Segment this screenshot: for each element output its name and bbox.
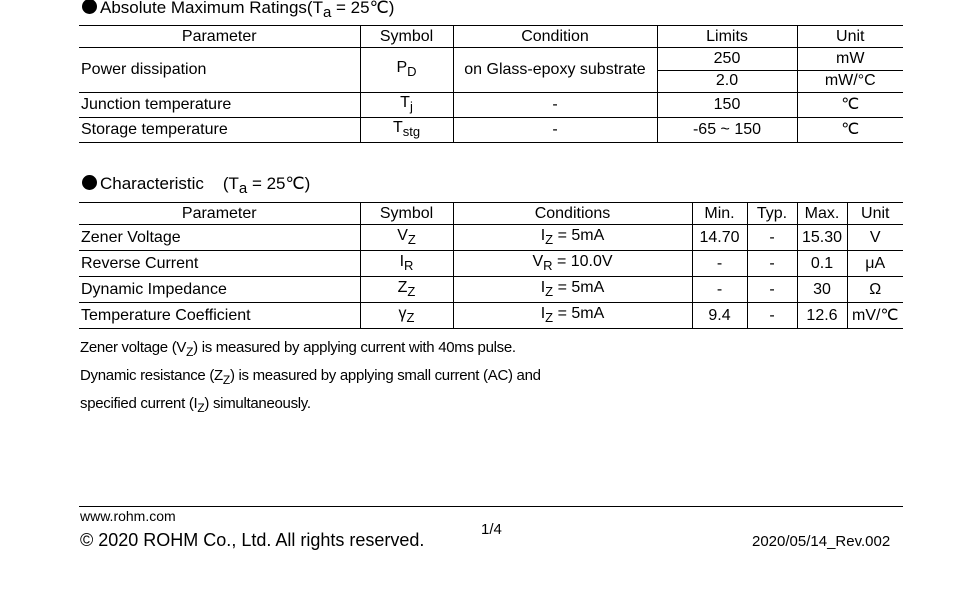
footer-url[interactable]: www.rohm.com — [80, 508, 176, 524]
symbol-sub: Z — [407, 231, 416, 247]
symbol-sub: j — [409, 99, 413, 114]
unit-cell: V — [847, 225, 903, 251]
header-cell: Parameter — [79, 26, 360, 48]
max-cell: 0.1 — [797, 251, 847, 277]
limit-cell: 150 — [657, 93, 797, 118]
symbol-text: V — [397, 226, 408, 244]
typ-cell: - — [747, 277, 797, 303]
characteristic-cond-sub: a — [238, 180, 248, 197]
condition-cell: on Glass-epoxy substrate — [453, 48, 657, 93]
table-row — [79, 277, 903, 303]
typ-cell: - — [747, 303, 797, 329]
param-cell: Reverse Current — [79, 251, 360, 277]
param-cell: Temperature Coefficient — [79, 303, 360, 329]
symbol-cell — [360, 225, 453, 251]
characteristic-heading — [82, 174, 310, 199]
note-line — [80, 336, 541, 364]
limit-cell: -65 ~ 150 — [657, 118, 797, 143]
table-row — [79, 251, 903, 277]
revision-date: 2020/05/14_Rev.002 — [752, 533, 891, 550]
header-cell: Limits — [657, 26, 797, 48]
symbol-sub: Z — [407, 283, 416, 299]
cond-value: = 10.0V — [552, 252, 613, 270]
note-sub: Z — [222, 373, 230, 387]
symbol-text: T — [400, 94, 410, 111]
table-row — [79, 48, 903, 71]
abs-max-table — [79, 25, 903, 143]
footer-divider — [79, 506, 903, 507]
unit-cell: mV/℃ — [847, 303, 903, 329]
header-cell: Max. — [797, 203, 847, 225]
header-cell: Min. — [692, 203, 747, 225]
condition-cell — [453, 251, 692, 277]
param-cell: Zener Voltage — [79, 225, 360, 251]
condition-cell: - — [453, 93, 657, 118]
symbol-sub: R — [404, 257, 414, 273]
note-line — [80, 392, 541, 420]
symbol-cell — [360, 118, 453, 143]
max-cell: 30 — [797, 277, 847, 303]
header-cell: Condition — [453, 26, 657, 48]
cond-sub: R — [543, 257, 553, 273]
abs-max-heading — [82, 0, 394, 23]
limit-cell: 2.0 — [657, 70, 797, 93]
page-number: 1/4 — [481, 521, 502, 538]
note-text: Zener voltage (V — [80, 339, 187, 356]
symbol-cell — [360, 303, 453, 329]
symbol-cell — [360, 277, 453, 303]
cond-sub: Z — [545, 309, 554, 325]
bullet-icon — [82, 0, 97, 14]
condition-cell — [453, 225, 692, 251]
param-cell: Junction temperature — [79, 93, 360, 118]
header-cell: Conditions — [453, 203, 692, 225]
note-sub: Z — [186, 345, 194, 359]
min-cell: - — [692, 251, 747, 277]
unit-cell: ℃ — [797, 93, 903, 118]
abs-max-cond-rest: = 25℃) — [331, 0, 395, 17]
notes — [80, 336, 541, 420]
note-text: ) is measured by applying current with 40ms pulse. — [193, 339, 516, 356]
symbol-cell — [360, 48, 453, 93]
characteristic-title: Characteristic — [100, 174, 204, 193]
header-cell: Parameter — [79, 203, 360, 225]
bullet-icon — [82, 175, 97, 190]
unit-cell: μA — [847, 251, 903, 277]
param-cell: Dynamic Impedance — [79, 277, 360, 303]
note-line — [80, 364, 541, 392]
abs-max-cond-sub: a — [322, 4, 332, 21]
table-header-row — [79, 203, 903, 225]
abs-max-cond-t: (T — [306, 0, 323, 17]
header-cell: Unit — [797, 26, 903, 48]
note-text: Dynamic resistance (Z — [80, 367, 223, 384]
param-cell: Power dissipation — [79, 48, 360, 93]
characteristic-cond-t: (T — [222, 174, 239, 193]
symbol-cell — [360, 251, 453, 277]
header-cell: Typ. — [747, 203, 797, 225]
footer-copyright: © 2020 ROHM Co., Ltd. All rights reserved. — [80, 530, 425, 550]
max-cell: 15.30 — [797, 225, 847, 251]
unit-cell: mW/°C — [797, 70, 903, 93]
table-row — [79, 303, 903, 329]
cond-value: = 5mA — [553, 304, 605, 322]
condition-cell — [453, 303, 692, 329]
symbol-text: γ — [398, 304, 407, 322]
param-cell: Storage temperature — [79, 118, 360, 143]
header-cell: Symbol — [360, 203, 453, 225]
symbol-cell — [360, 93, 453, 118]
unit-cell: ℃ — [797, 118, 903, 143]
min-cell: - — [692, 277, 747, 303]
min-cell: 14.70 — [692, 225, 747, 251]
symbol-text: Z — [397, 278, 408, 296]
symbol-text: P — [396, 59, 408, 76]
symbol-text: I — [399, 252, 405, 270]
min-cell: 9.4 — [692, 303, 747, 329]
cond-sub: Z — [545, 231, 554, 247]
table-row — [79, 118, 903, 143]
unit-cell: Ω — [847, 277, 903, 303]
characteristic-table — [79, 202, 903, 329]
cond-text: V — [532, 252, 544, 270]
characteristic-cond-rest: = 25℃) — [247, 174, 311, 193]
cond-sub: Z — [545, 283, 554, 299]
cond-value: = 5mA — [553, 226, 605, 244]
unit-cell: mW — [797, 48, 903, 71]
header-cell: Unit — [847, 203, 903, 225]
condition-cell — [453, 277, 692, 303]
abs-max-title: Absolute Maximum Ratings — [100, 0, 307, 17]
header-cell: Symbol — [360, 26, 453, 48]
cond-text: I — [540, 226, 546, 244]
cond-value: = 5mA — [553, 278, 605, 296]
note-text: ) is measured by applying small current (AC) and — [229, 367, 541, 384]
limit-cell: 250 — [657, 48, 797, 71]
cond-text: I — [540, 304, 546, 322]
table-header-row — [79, 26, 903, 48]
typ-cell: - — [747, 225, 797, 251]
symbol-text: T — [392, 119, 403, 136]
note-sub: Z — [197, 401, 205, 415]
note-text: ) simultaneously. — [204, 395, 311, 412]
note-text: specified current (I — [80, 395, 198, 412]
table-row — [79, 93, 903, 118]
symbol-sub: Z — [406, 309, 415, 325]
condition-cell: - — [453, 118, 657, 143]
max-cell: 12.6 — [797, 303, 847, 329]
symbol-sub: stg — [402, 124, 421, 139]
typ-cell: - — [747, 251, 797, 277]
table-row — [79, 225, 903, 251]
symbol-sub: D — [407, 64, 417, 79]
cond-text: I — [540, 278, 546, 296]
